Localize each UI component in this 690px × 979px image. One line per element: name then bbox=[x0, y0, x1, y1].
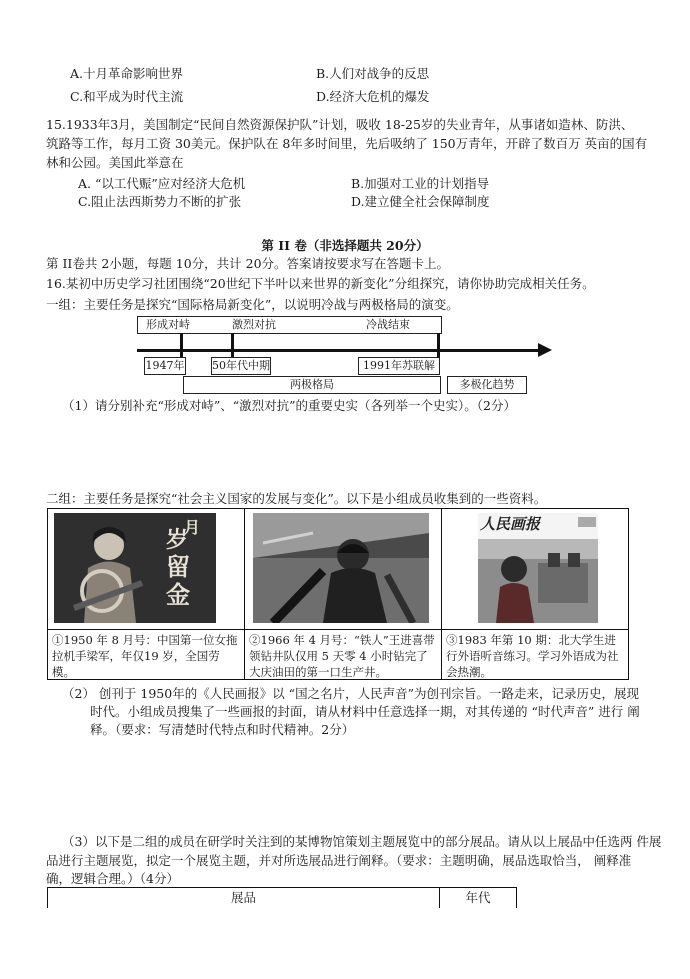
q15-option-d: D.建立健全社会保障制度 bbox=[351, 194, 490, 209]
photo-caption-1966: ②1966 年 4 月号：“铁人”王进喜带领钻井队仅用 5 天零 4 小时钻完了大庆油田的第一口生产井。 bbox=[245, 629, 441, 682]
subquestion-3-line3: 确，逻辑合理。）（4分） bbox=[46, 871, 179, 886]
subquestion-2-line1: （2） 创刊于 1950年的《人民画报》以 “国之名片，人民声音”为创刊宗旨。一路走来，记录历史，展现 bbox=[62, 686, 639, 701]
svg-text:留: 留 bbox=[166, 552, 190, 581]
timeline-span-bipolar: 两极格局 bbox=[183, 376, 441, 394]
subquestion-2-line2: 时代。小组成员搜集了一些画报的封面，请从材料中任意选择一期，对其传递的 “时代声音” 进行 阐 bbox=[90, 704, 640, 719]
q15-stem-line1: 15.1933年3月，美国制定“民间自然资源保护队”计划，吸收 18-25岁的失业青年，从事诸如造林、防洪、 bbox=[46, 117, 634, 132]
option-b: B.人们对战争的反思 bbox=[316, 66, 430, 81]
photo-materials bbox=[47, 508, 629, 680]
magazine-masthead: 人民画报 bbox=[480, 515, 541, 533]
timeline-date-1947: 1947年 bbox=[144, 357, 186, 375]
timeline-label-intense-rivalry: 激烈对抗 bbox=[232, 318, 276, 331]
exhibit-table bbox=[47, 887, 517, 908]
section-note: 第 II卷共 2小题，每题 10分，共计 20分。答案请按要求写在答题卡上。 bbox=[46, 256, 450, 271]
option-c: C.和平成为时代主流 bbox=[70, 89, 184, 104]
subquestion-1: （1）请分别补充“形成对峙”、“激烈对抗”的重要史实（各列举一个史实）。（2分） bbox=[62, 398, 516, 413]
svg-text:月: 月 bbox=[184, 518, 201, 537]
svg-text:金: 金 bbox=[166, 580, 190, 609]
option-a: A.十月革命影响世界 bbox=[70, 66, 184, 81]
timeline-tick-1950s bbox=[231, 333, 234, 359]
q15-stem-line2: 筑路等工作，每月工资 30美元。保护队在 8年多时间里，先后吸纳了 150万青年，开辟了数百万 英亩的国有 bbox=[46, 136, 648, 151]
svg-text:岁: 岁 bbox=[166, 527, 189, 553]
cover-photo-language-lab bbox=[478, 513, 598, 623]
photo-caption-1950: ①1950 年 8 月号：中国第一位女拖拉机手梁军，年仅19 岁，全国劳模。 bbox=[48, 629, 244, 682]
q16-intro: 16.某初中历史学习社团围绕“20世纪下半叶以来世界的新变化”分组探究，请你协助完成相关任务。 bbox=[46, 276, 595, 291]
table-header-exhibit: 展品 bbox=[48, 888, 440, 908]
timeline-span-multipolar: 多极化趋势 bbox=[447, 376, 527, 394]
subquestion-2-line3: 释。（要求：写清楚时代特点和时代精神。2分） bbox=[90, 722, 355, 737]
timeline-label-confrontation: 形成对峙 bbox=[146, 318, 190, 331]
table-header-era: 年代 bbox=[465, 890, 491, 905]
subquestion-3-line1: （3）以下是二组的成员在研学时关注到的某博物馆策划主题展览中的部分展品。请从以上展品中任选两 件展 bbox=[62, 834, 662, 849]
timeline-axis bbox=[137, 349, 540, 352]
q15-option-a: A. “以工代赈”应对经济大危机 bbox=[78, 176, 246, 191]
cover-photo-tractor-driver bbox=[54, 513, 216, 623]
photo-caption-1983: ③1983 年第 10 期：北大学生进行外语听音练习。学习外语成为社会热潮。 bbox=[442, 629, 628, 682]
timeline-label-cold-war-end: 冷战结束 bbox=[366, 318, 410, 331]
cover-photo-oil-driller bbox=[253, 513, 429, 623]
timeline-date-1950s: 50年代中期 bbox=[211, 357, 271, 375]
timeline-tick-1991 bbox=[437, 333, 440, 359]
option-d: D.经济大危机的爆发 bbox=[316, 89, 430, 104]
group2-task: 二组：主要任务是探究“社会主义国家的发展与变化”。以下是小组成员收集到的一些资料。 bbox=[46, 491, 547, 506]
photo-card-1983 bbox=[442, 509, 628, 679]
timeline-arrow-icon bbox=[538, 343, 552, 357]
timeline-date-1991: 1991年苏联解 bbox=[358, 357, 440, 375]
q15-option-c: C.阻止法西斯势力不断的扩张 bbox=[78, 194, 242, 209]
photo-card-1966 bbox=[245, 509, 442, 679]
q15-stem-line3: 林和公园。美国此举意在 bbox=[46, 155, 184, 170]
subquestion-3-line2: 品进行主题展览，拟定一个展览主题，并对所选展品进行阐释。（要求：主题明确，展品选取恰当， 阐释准 bbox=[46, 853, 632, 868]
timeline-tick-1947 bbox=[180, 333, 183, 359]
q15-option-b: B.加强对工业的计划指导 bbox=[351, 176, 490, 191]
group1-task: 一组：主要任务是探究“国际格局新变化”，以说明冷战与两极格局的演变。 bbox=[46, 297, 459, 312]
section-title: 第 II 卷（非选择题共 20分） bbox=[261, 238, 429, 253]
photo-card-1950 bbox=[48, 509, 245, 679]
